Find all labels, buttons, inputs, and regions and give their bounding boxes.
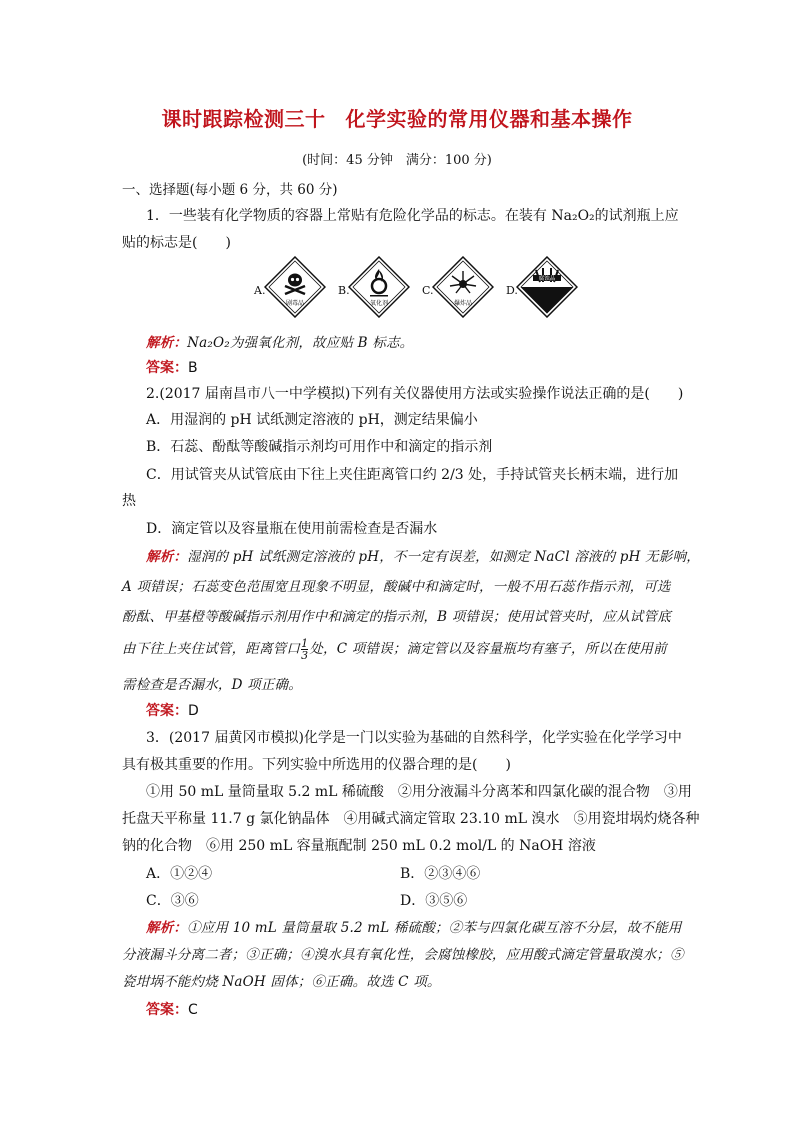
q2-answer — [146, 702, 706, 720]
hazard-sign-d — [502, 256, 582, 326]
hazard-sign-c — [418, 256, 498, 326]
sign-letter: C. — [422, 284, 434, 297]
q1-answer — [146, 359, 706, 377]
corrosive-icon — [516, 256, 578, 318]
q1-stem-line-2: 贴的标志是( ) — [122, 235, 231, 251]
q3-analysis-line-3: 瓷坩埚不能灼烧 NaOH 固体；⑥正确。故选 C 项。 — [122, 974, 441, 990]
q2-analysis-line-2: A 项错误；石蕊变色范围宽且现象不明显，酸碱中和滴定时，一般不用石蕊作指示剂，可选 — [122, 579, 671, 595]
hazard-signs-row — [250, 256, 580, 326]
q2-option-d: D．滴定管以及容量瓶在使用前需检查是否漏水 — [146, 521, 438, 537]
q3-answer — [146, 1001, 706, 1019]
q1-stem-line-1: 1．一些装有化学物质的容器上常贴有危险化学品的标志。在装有 Na₂O₂的试剂瓶上应 — [146, 208, 679, 224]
title-part-2: 化学实验的常用仪器和基本操作 — [345, 107, 633, 131]
exam-meta: (时间：45 分钟 满分：100 分) — [302, 153, 492, 168]
analysis-text: 处，C 项错误；滴定管以及容量瓶均有塞子，所以在使用前 — [309, 641, 667, 657]
page-title — [0, 103, 794, 132]
sign-caption: 氧化剂 — [369, 300, 389, 307]
q3-option-d: D．③⑤⑥ — [400, 893, 468, 909]
sign-caption: 爆炸品 — [453, 300, 473, 307]
q3-analysis-line-1 — [146, 919, 706, 937]
hazard-sign-a — [250, 256, 330, 326]
answer-value: B — [188, 360, 198, 376]
fraction-denominator: 3 — [301, 649, 309, 662]
q3-items-line-1: ①用 50 mL 量筒量取 5.2 mL 稀硫酸 ②用分液漏斗分离苯和四氯化碳的混合物 ③用 — [146, 784, 692, 800]
analysis-label: 解析： — [146, 920, 188, 936]
q2-option-b: B．石蕊、酚酞等酸碱指示剂均可用作中和滴定的指示剂 — [146, 439, 493, 455]
hazard-sign-b — [334, 256, 414, 326]
q3-stem-line-2: 具有极其重要的作用。下列实验中所选用的仪器合理的是( ) — [122, 757, 511, 773]
q1-analysis — [146, 334, 706, 352]
title-part-1: 课时跟踪检测三十 — [161, 107, 326, 131]
q3-option-c: C．③⑥ — [146, 893, 199, 909]
skull-crossbones-icon — [264, 256, 326, 318]
analysis-text: 由下往上夹住试管，距离管口 — [122, 641, 301, 657]
fraction — [301, 638, 308, 661]
q3-analysis-line-2: 分液漏斗分离二者；③正确；④溴水具有氧化性，会腐蚀橡胶，应用酸式滴定管量取溴水；⑤ — [122, 947, 684, 963]
sign-caption: 腐蚀品 — [538, 276, 556, 282]
fraction-numerator: 1 — [301, 637, 309, 650]
q2-analysis-line-4 — [122, 638, 682, 661]
section-heading: 一、选择题(每小题 6 分，共 60 分) — [122, 182, 338, 198]
answer-value: C — [188, 1002, 198, 1018]
q3-option-b: B．②③④⑥ — [400, 866, 481, 882]
q2-option-c-line-1: C．用试管夹从试管底由下往上夹住距离管口约 2/3 处，手持试管夹长柄末端，进行加 — [146, 467, 679, 483]
q3-stem-line-1: 3．(2017 届黄冈市模拟)化学是一门以实验为基础的自然科学，化学实验在化学学习中 — [146, 730, 682, 746]
flame-over-circle-icon — [348, 256, 410, 318]
sign-caption: 剧毒品 — [285, 300, 305, 307]
analysis-text: ①应用 10 mL 量筒量取 5.2 mL 稀硫酸；②苯与四氯化碳互溶不分层，故不能用 — [187, 920, 682, 936]
q2-analysis-line-3: 酚酞、甲基橙等酸碱指示剂用作中和滴定的指示剂，B 项错误；使用试管夹时，应从试管底 — [122, 609, 671, 625]
sign-letter: B. — [338, 284, 350, 297]
analysis-text: Na₂O₂为强氧化剂，故应贴 B 标志。 — [187, 335, 414, 351]
answer-label: 答案： — [146, 360, 188, 376]
analysis-text: 湿润的 pH 试纸测定溶液的 pH，不一定有误差，如测定 NaCl 溶液的 pH 无影响， — [187, 549, 700, 565]
sign-letter: D. — [506, 284, 518, 297]
analysis-label: 解析： — [146, 335, 188, 351]
sign-letter: A. — [254, 284, 266, 297]
answer-label: 答案： — [146, 703, 188, 719]
answer-label: 答案： — [146, 1002, 188, 1018]
q2-stem: 2.(2017 届南昌市八一中学模拟)下列有关仪器使用方法或实验操作说法正确的是( ) — [146, 386, 684, 402]
q3-items-line-2: 托盘天平称量 11.7 g 氯化钠晶体 ④用碱式滴定管取 23.10 mL 溴水 ⑤用瓷坩埚灼烧各种 — [122, 811, 700, 827]
answer-value: D — [188, 703, 199, 719]
q2-option-a: A．用湿润的 pH 试纸测定溶液的 pH，测定结果偏小 — [146, 412, 478, 428]
q2-analysis-line-5: 需检查是否漏水，D 项正确。 — [122, 677, 302, 693]
analysis-label: 解析： — [146, 549, 188, 565]
q3-option-a: A．①②④ — [146, 866, 213, 882]
q2-option-c-line-2: 热 — [122, 493, 136, 509]
q3-items-line-3: 钠的化合物 ⑥用 250 mL 容量瓶配制 250 mL 0.2 mol/L 的 NaOH 溶液 — [122, 838, 596, 854]
explosion-icon — [432, 256, 494, 318]
q2-analysis-line-1 — [146, 548, 706, 566]
